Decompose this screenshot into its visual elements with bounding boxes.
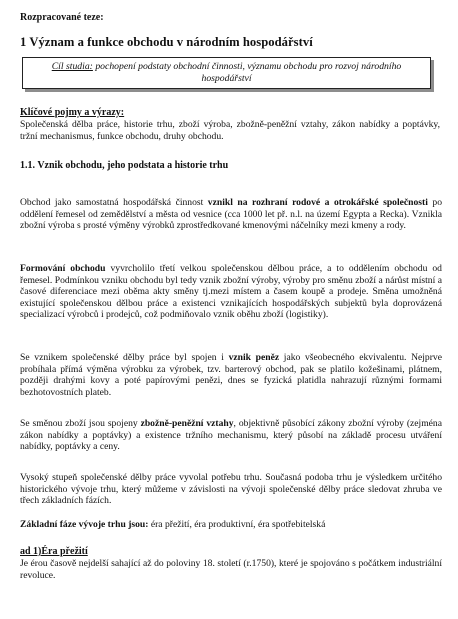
paragraph-text: Se vznikem společenské dělby práce byl spojen i [20,352,229,363]
paragraph-text: , objektivně působící zákony zbožní výroby (zejména zákon nabídky a poptávky) a existence tržního mechanismu, který působí na základě procesu utváření nabídky, poptávky a ceny. [20,418,442,452]
paragraph-origin-of-trade [20,197,442,232]
key-terms-text: Společenská dělba práce, historie trhu, zboží výroba, zbožně-peněžní vztahy, zákon nabídky a poptávky, tržní mechanismus, funkce obchodu, druhy obchodu. [20,119,440,142]
paragraph-commodity-money-relations [20,418,442,453]
paragraph-text: éra přežití, éra produktivní, éra spotřebitelská [148,519,326,530]
paragraph-text: Obchod jako samostatná hospodářská činnost [20,197,208,208]
paragraph-text: jako všeobecného ekvivalentu. Nejprve probíhala přímá výměna výrobku za výrobek, tzv. barterový obchod, pak se platilo kožešinami, plátnem, později drahými kovy a poté papírovými penězi, dnes se fyzická platidla nahrazují různými formami bezhotovostních plateb. [20,352,442,398]
chapter-title: 1 Význam a funkce obchodu v národním hospodářství [20,35,313,49]
study-goal-description: pochopení podstaty obchodní činnosti, významu obchodu pro rozvoj národního hospodářství [92,61,402,84]
paragraph-formation-of-trade [20,263,442,321]
paragraph-emphasis: Formování obchodu [20,263,106,274]
paragraph-market-phases [20,519,442,531]
study-goal-box [22,57,431,89]
era-survival-text: Je érou časově nejdelší sahající až do poloviny 18. století (r.1750), které je spojováno s počátkem industriální revoluce. [20,558,442,581]
paragraph-emphasis: Základní fáze vývoje trhu jsou: [20,519,149,530]
paragraph-origin-of-money [20,352,442,398]
paragraph-text: po oddělení řemesel od zemědělství a města od vesnice (cca 1000 let př. n.l. na území Egypta a Recka). Vznikla zbožní výroba s prosté výměny výrobků zprostředkované kmenovými náčelníky mezi kmeny a rody. [20,197,442,231]
era-survival-heading: ad 1)Éra přežití [20,546,88,557]
study-goal-text [27,61,426,84]
paragraph-emphasis: vznikl na rozhraní rodové a otrokářské společnosti [207,197,428,208]
paragraph-emphasis: zbožně-peněžní vztahy [140,418,234,429]
paragraph-market-development: Vysoký stupeň společenské dělby práce vyvolal potřebu trhu. Současná podoba trhu je výsledkem určitého historického vývoje trhu, který můžeme v závislosti na vývoji společenské dělby práce sledovat zhruba ve třech základních fázích. [20,472,442,506]
paragraph-text: vyvrcholilo třetí velkou společenskou dělbou práce, a to oddělením obchodu od řemesel. Podmínkou vzniku obchodu byl tedy vznik zbožní výroby, výroby pro směnu zboží a nárůst místní a časové diferenciace mezi oběma akty směny tj.mezi místem a časem koupě a prodeje. Směna umožněná existující společenskou dělbou práce a existenci vznikajících hospodářských subjektů byla doprovázená specializací výrobců i prodejců, což podmiňovalo vznik oběhu zboží (logistiky). [20,263,442,320]
paragraph-text: Se směnou zboží jsou spojeny [20,418,141,429]
section-heading: 1.1. Vznik obchodu, jeho podstata a historie trhu [20,160,229,171]
paragraph-emphasis: vznik peněz [228,352,280,363]
study-goal-label: Cíl studia: [51,61,93,72]
key-terms-heading: Klíčové pojmy a výrazy: [20,107,125,118]
draft-label: Rozpracované teze: [20,12,104,23]
